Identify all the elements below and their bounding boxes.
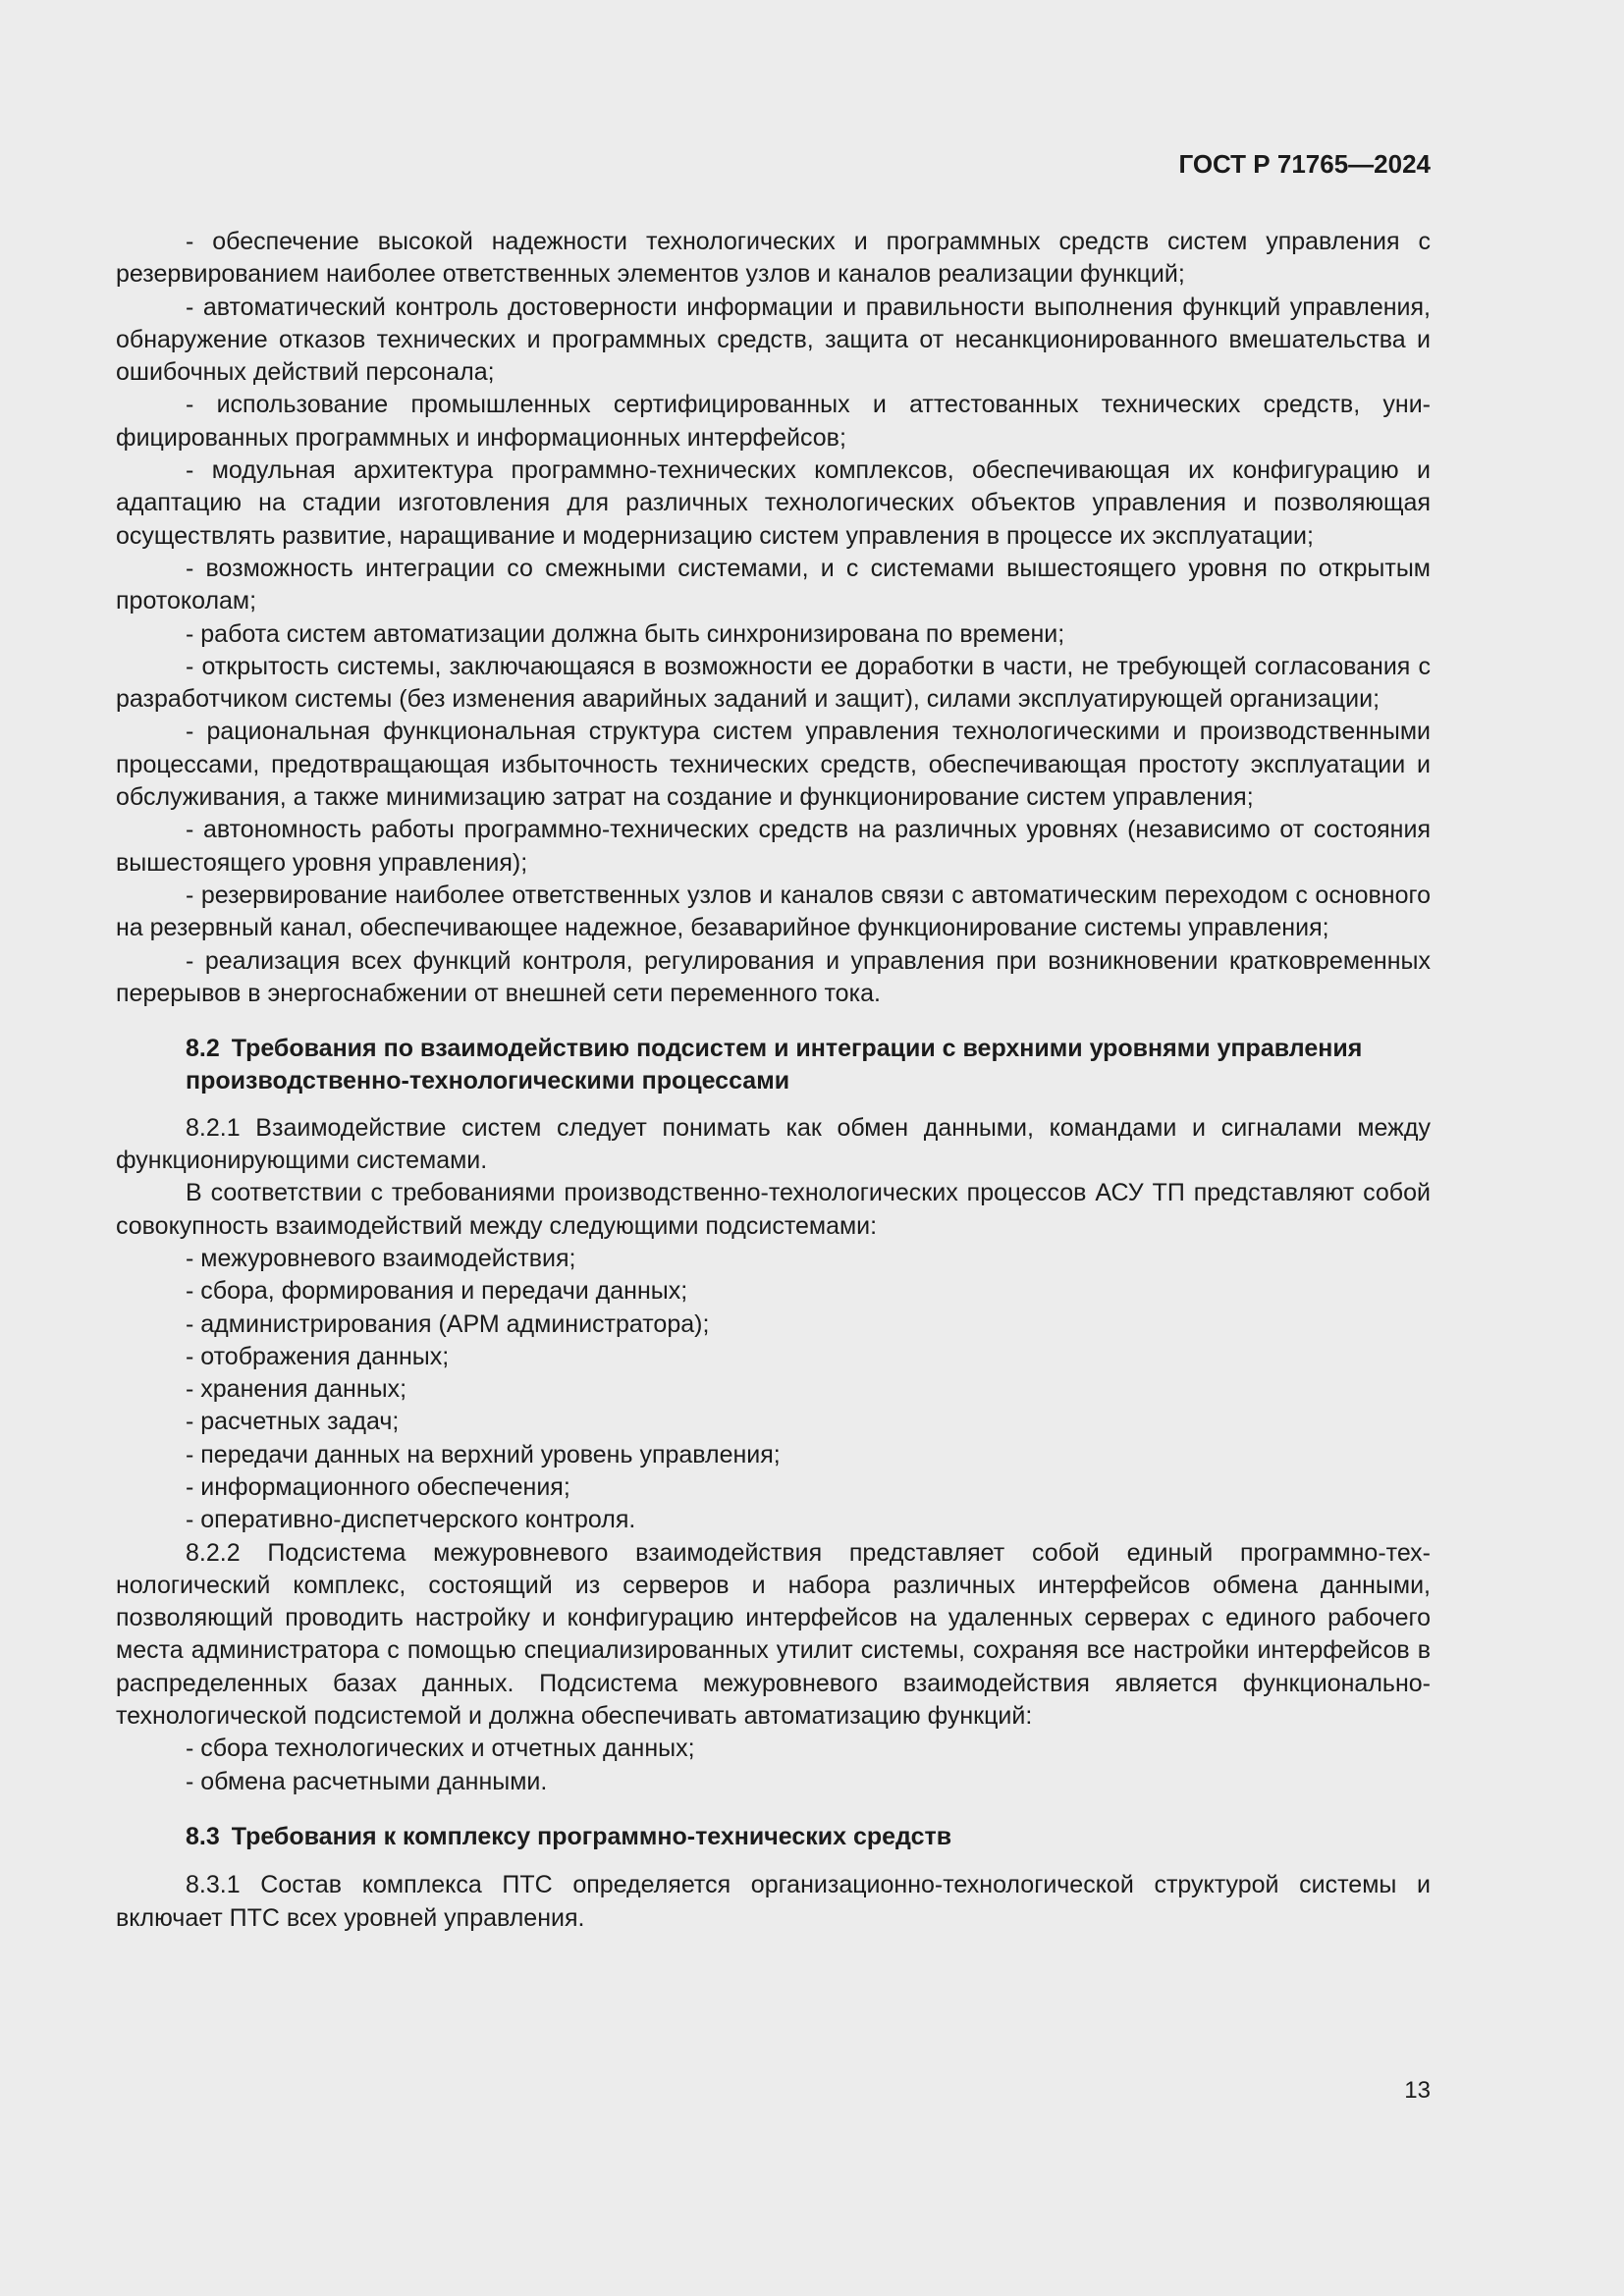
section-title: Требования по взаимодействию подсистем и интеграции с верхними уровнями управления производственно-технологическими процессами <box>186 1035 1363 1095</box>
section-title: Требования к комплексу программно-технических средств <box>231 1822 952 1850</box>
list-item: - автономность работы программно-технических средств на различных уровнях (независимо от состояния вышестоящего уровня управления); <box>116 816 1431 877</box>
list-item: - обеспечение высокой надежности технологических и программных средств систем управления с резервированием наиболее ответственных элементов узлов и каналов реализации функций; <box>116 228 1431 289</box>
list-item: - сбора технологических и отчетных данных; <box>186 1735 695 1763</box>
list-item: - сбора, формирования и передачи данных; <box>186 1277 688 1306</box>
section-heading-8-3 <box>116 1821 1431 1853</box>
section-heading-8-2 <box>116 1033 1431 1098</box>
list-item: - автоматический контроль достоверности информации и правильности выполнения функций управления, обнаружение отказов технических и программных средств, защита от несанкционированного вмешательства и ошибочных действий персонала; <box>116 293 1431 387</box>
list-item: - межуровневого взаимодействия; <box>186 1244 576 1272</box>
list-item: - хранения данных; <box>186 1375 407 1404</box>
paragraph-8-2-1: 8.2.1 Взаимодействие систем следует понимать как обмен данными, командами и сигналами между функционирующими системами. <box>116 1113 1431 1175</box>
list-item: - передачи данных на верхний уровень управления; <box>186 1440 781 1468</box>
list-item: - возможность интеграции со смежными системами, и с системами вышестоящего уровня по открытым протоколам; <box>116 554 1431 615</box>
paragraph: В соответствии с требованиями производственно-технологических процессов АСУ ТП представляют собой совокупность взаимодействий между следующими подсистемами: <box>116 1179 1431 1240</box>
list-item: - рациональная функциональная структура систем управления технологическими и производственными процессами, предотвращающая избыточность технических средств, обеспечивающая простоту эксплуатации и обслуживания, а также минимизацию затрат на создание и функционирование систем управления; <box>116 718 1431 812</box>
paragraph-8-2-2: 8.2.2 Подсистема межуровневого взаимодействия представляет собой единый программно-технологический комплекс, состоящий из серверов и набора различных интерфейсов обмена данными, позволяющий проводить настройку и конфигурацию интерфейсов на удаленных серверах с единого рабочего места администратора с помощью специализированных утилит системы, сохраняя все настройки интерфейсов в распределенных базах данных. Подсистема межуровневого взаимодействия является функционально-технологической подсистемой и должна обеспечивать автоматизацию функций: <box>116 1538 1431 1731</box>
list-item: - резервирование наиболее ответственных узлов и каналов связи с автоматическим переходом с основного на резервный канал, обеспечивающее надежное, безаварийное функционирование системы управления; <box>116 881 1431 942</box>
document-header: ГОСТ Р 71765—2024 <box>1178 149 1431 179</box>
list-item: - открытость системы, заключающаяся в возможности ее доработки в части, не требующей согласования с разработчиком системы (без изменения аварийных заданий и защит), силами эксплуатирующей организации; <box>116 652 1431 714</box>
list-item: - администрирования (АРМ администратора); <box>186 1309 710 1338</box>
list-item: - расчетных задач; <box>186 1408 400 1436</box>
paragraph-8-3-1: 8.3.1 Состав комплекса ПТС определяется организационно-технологической структурой системы и включает ПТС всех уровней управления. <box>116 1871 1431 1932</box>
list-item: - использование промышленных сертифицированных и аттестованных технических средств, унифицированных программных и информационных интерфейсов; <box>116 391 1431 452</box>
document-body <box>116 226 1431 1935</box>
list-item: - оперативно-диспетчерского контроля. <box>186 1506 636 1534</box>
page-number: 13 <box>1404 2077 1431 2104</box>
section-number: 8.3 <box>186 1822 220 1850</box>
list-item: - модульная архитектура программно-технических комплексов, обеспечивающая их конфигурацию и адаптацию на стадии изготовления для различных технологических объектов управления и позволяющая осуществлять развитие, наращивание и модернизацию систем управления в процессе их эксплуатации; <box>116 456 1431 550</box>
section-number: 8.2 <box>186 1035 220 1063</box>
list-item: - обмена расчетными данными. <box>186 1767 548 1795</box>
list-item: - реализация всех функций контроля, регулирования и управления при возникновении кратковременных перерывов в энергоснабжении от внешней сети переменного тока. <box>116 946 1431 1007</box>
list-item: - отображения данных; <box>186 1342 450 1370</box>
list-item: - работа систем автоматизации должна быть синхронизирована по времени; <box>186 619 1065 648</box>
list-item: - информационного обеспечения; <box>186 1472 570 1501</box>
